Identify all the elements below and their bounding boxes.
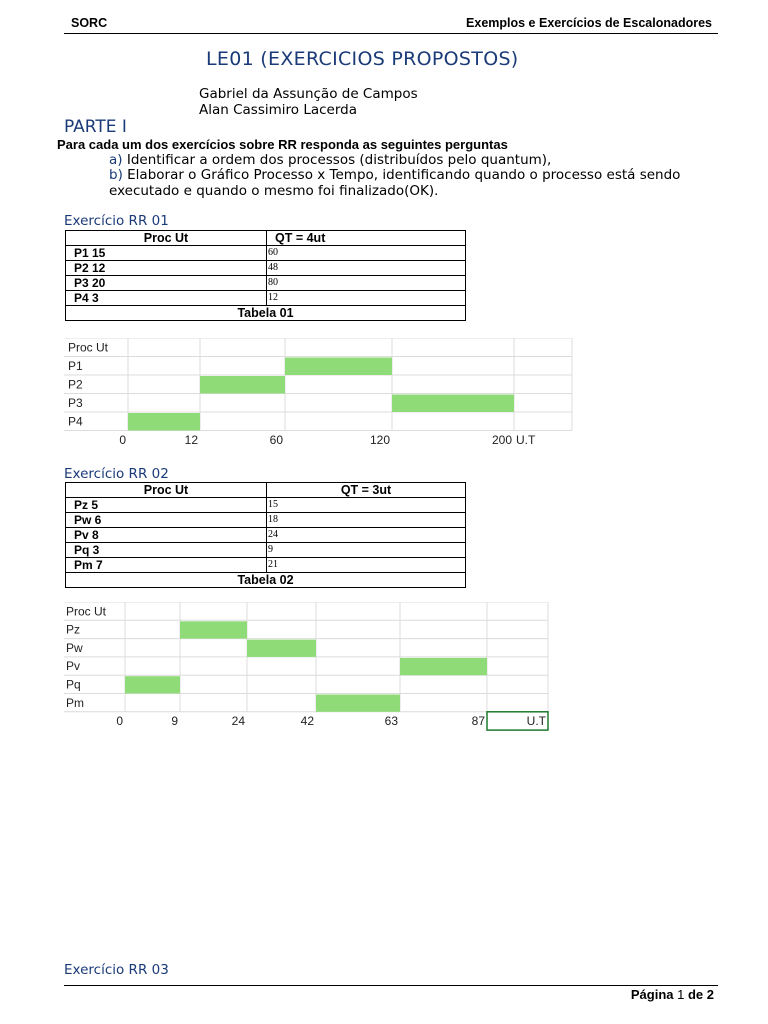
x-tick-label: 60 xyxy=(269,433,283,447)
x-tick-label: 24 xyxy=(231,714,245,729)
exercise1-table xyxy=(65,230,466,321)
page-total: 2 xyxy=(706,987,714,1002)
question-b xyxy=(109,167,721,183)
row-label: Pq xyxy=(66,677,81,692)
table-caption: Tabela 01 xyxy=(66,306,466,321)
part-title: PARTE I xyxy=(64,117,127,137)
table-cell: P2 12 xyxy=(66,261,267,276)
y-axis-label: Proc Ut xyxy=(66,604,107,619)
row-label: P1 xyxy=(68,359,83,373)
page-word: Página xyxy=(630,987,674,1002)
exercise1-title: Exercício RR 01 xyxy=(64,213,169,229)
table-header: Proc Ut xyxy=(66,231,267,246)
x-tick-label: 200 xyxy=(491,433,512,447)
gantt-chart-2 xyxy=(64,602,554,734)
table-caption: Tabela 02 xyxy=(66,573,466,588)
table-cell: 9 xyxy=(267,543,466,558)
table-cell: P4 3 xyxy=(66,291,267,306)
table-cell: Pm 7 xyxy=(66,558,267,573)
author-1: Gabriel da Assunção de Campos xyxy=(199,86,418,102)
table-row xyxy=(66,246,466,261)
page-number xyxy=(631,987,714,1002)
y-axis-label: Proc Ut xyxy=(68,340,109,355)
table-row xyxy=(66,291,466,306)
x-tick-label: 9 xyxy=(171,714,178,729)
x-tick-label: 42 xyxy=(300,714,314,729)
gantt-bar-p2 xyxy=(200,376,285,394)
table-row xyxy=(66,543,466,558)
gantt-bar-p4 xyxy=(128,413,200,431)
x-tick-label: 12 xyxy=(184,433,198,447)
exercise2-title: Exercício RR 02 xyxy=(64,466,169,482)
x-unit-label: U.T xyxy=(526,714,546,729)
row-label: Pw xyxy=(66,640,83,655)
table-row xyxy=(66,528,466,543)
gantt-chart-1 xyxy=(64,338,576,450)
question-b-label: b) xyxy=(109,167,123,183)
question-a xyxy=(109,152,551,168)
page-title: LE01 (EXERCICIOS PROPOSTOS) xyxy=(206,48,519,70)
question-b-line2: executado e quando o mesmo foi finalizado(OK). xyxy=(109,183,439,199)
table-cell: Pz 5 xyxy=(66,498,267,513)
row-label: P2 xyxy=(68,377,83,392)
table-row xyxy=(66,261,466,276)
header-right: Exemplos e Exercícios de Escalonadores xyxy=(466,16,712,30)
exercise3-title: Exercício RR 03 xyxy=(64,962,169,978)
table-cell: P1 15 xyxy=(66,246,267,261)
row-label: Pv xyxy=(66,659,81,674)
row-label: P3 xyxy=(68,396,83,410)
table-cell: 18 xyxy=(267,513,466,528)
table-cell: 48 xyxy=(267,261,466,276)
x-tick-label: 63 xyxy=(384,714,398,729)
question-a-label: a) xyxy=(109,152,123,168)
page-current: 1 xyxy=(677,987,685,1002)
exercise2-table xyxy=(65,482,466,588)
row-label: P4 xyxy=(68,414,83,429)
row-label: Pm xyxy=(66,695,84,710)
row-label: Pz xyxy=(66,622,81,637)
table-cell: 21 xyxy=(267,558,466,573)
table-cell: Pv 8 xyxy=(66,528,267,543)
table-row xyxy=(66,513,466,528)
gantt-bar-pq xyxy=(125,676,180,693)
table-row xyxy=(66,276,466,291)
table-header: QT = 4ut xyxy=(267,231,466,246)
gantt-bar-pw xyxy=(247,640,316,657)
header-divider xyxy=(64,33,718,34)
table-cell: 60 xyxy=(267,246,466,261)
table-row xyxy=(66,498,466,513)
x-unit-label: U.T xyxy=(516,433,536,447)
x-tick-label: 0 xyxy=(119,433,126,447)
table-cell: 24 xyxy=(267,528,466,543)
author-2: Alan Cassimiro Lacerda xyxy=(199,102,358,118)
footer-divider xyxy=(64,985,718,986)
gantt-bar-p3 xyxy=(392,395,514,413)
table-header: Proc Ut xyxy=(66,483,267,498)
gantt-bar-pm xyxy=(316,695,400,712)
table-cell: Pq 3 xyxy=(66,543,267,558)
gantt-bar-pv xyxy=(400,658,487,675)
table-row xyxy=(66,558,466,573)
table-cell: 15 xyxy=(267,498,466,513)
gantt-bar-pz xyxy=(180,621,247,638)
page-of: de xyxy=(687,987,704,1002)
table-cell: P3 20 xyxy=(66,276,267,291)
x-tick-label: 0 xyxy=(116,714,123,729)
header-left: SORC xyxy=(71,16,108,30)
table-header: QT = 3ut xyxy=(267,483,466,498)
x-tick-label: 87 xyxy=(471,714,485,729)
table-cell: Pw 6 xyxy=(66,513,267,528)
table-cell: 80 xyxy=(267,276,466,291)
question-b-line1: Elaborar o Gráfico Processo x Tempo, identificando quando o processo está sendo xyxy=(127,167,681,183)
intro-text: Para cada um dos exercícios sobre RR responda as seguintes perguntas xyxy=(57,137,508,152)
gantt-bar-p1 xyxy=(285,358,392,376)
x-tick-label: 120 xyxy=(369,433,390,447)
question-a-text: Identificar a ordem dos processos (distribuídos pelo quantum), xyxy=(126,152,552,168)
table-cell: 12 xyxy=(267,291,466,306)
